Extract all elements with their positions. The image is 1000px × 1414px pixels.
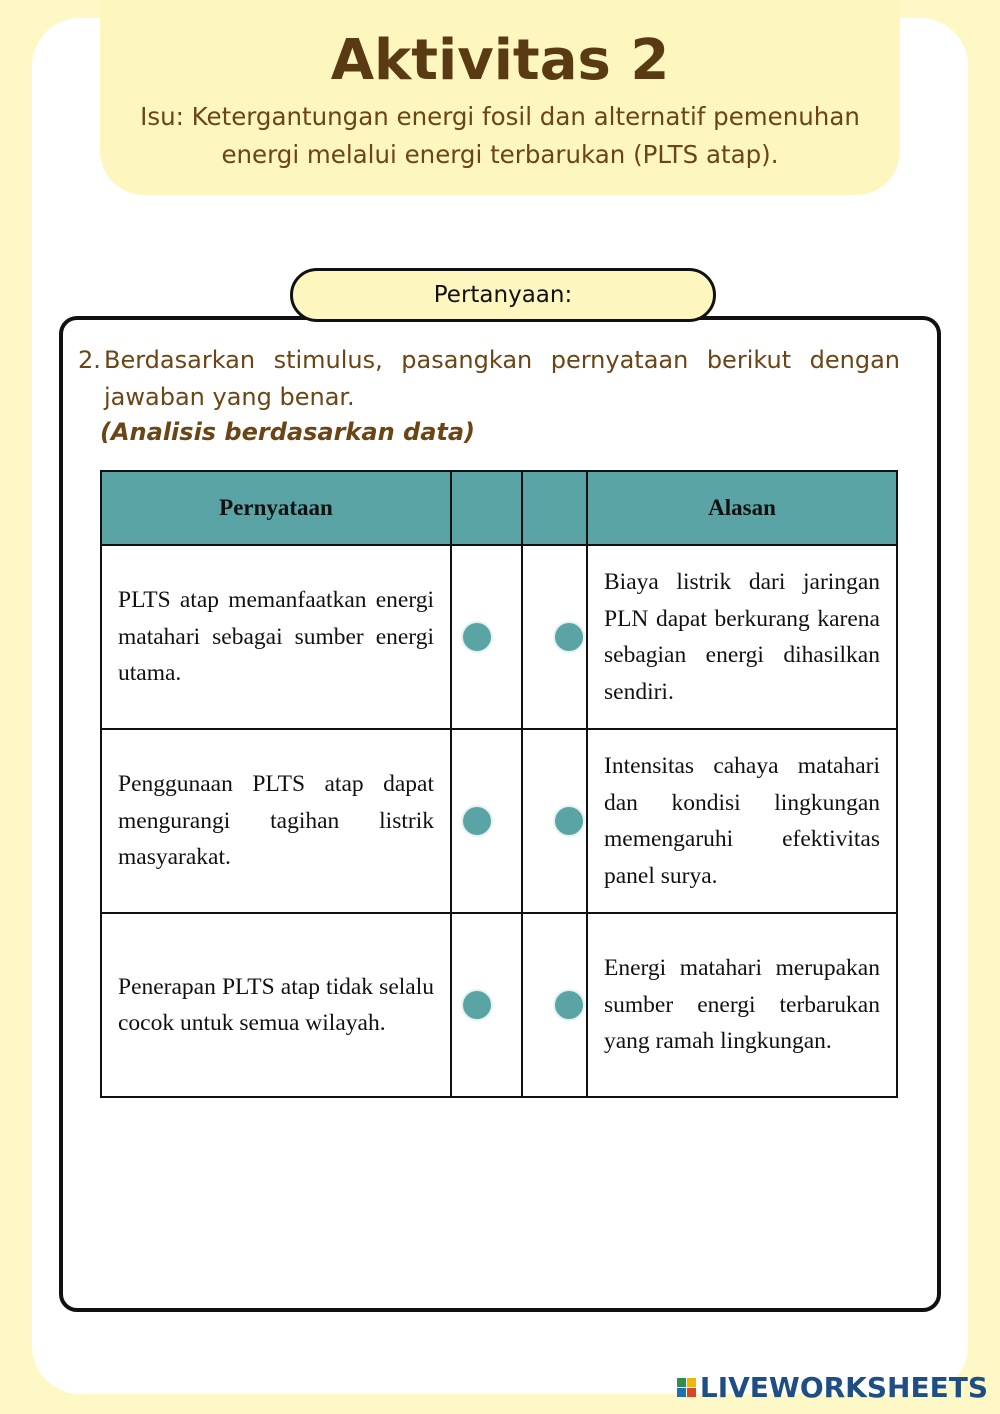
reason-cell bbox=[587, 729, 897, 913]
header-right-dots bbox=[522, 471, 587, 545]
header-pernyataan: Pernyataan bbox=[101, 471, 451, 545]
question-number: 2. bbox=[78, 346, 101, 374]
match-dot-left-3[interactable] bbox=[461, 989, 493, 1021]
matching-table bbox=[100, 470, 898, 1098]
header-left-dots bbox=[451, 471, 522, 545]
reason-cell bbox=[587, 545, 897, 729]
question-label-pill: Pertanyaan: bbox=[290, 268, 716, 322]
page-title: Aktivitas 2 bbox=[330, 28, 670, 93]
liveworksheets-logo-icon bbox=[677, 1378, 696, 1397]
right-dot-cell bbox=[522, 545, 587, 729]
reason-cell bbox=[587, 913, 897, 1097]
left-dot-cell bbox=[451, 545, 522, 729]
right-dot-cell bbox=[522, 729, 587, 913]
statement-cell bbox=[101, 545, 451, 729]
statement-text: Penggunaan PLTS atap dapat mengurangi tagihan listrik masyarakat. bbox=[118, 771, 434, 871]
question bbox=[78, 342, 900, 416]
match-dot-left-1[interactable] bbox=[461, 621, 493, 653]
issue-text: Isu: Ketergantungan energi fosil dan alternatif pemenuhan energi melalui energi terbarukan (PLTS atap). bbox=[140, 102, 860, 169]
left-dot-cell bbox=[451, 913, 522, 1097]
liveworksheets-brand[interactable] bbox=[677, 1371, 988, 1404]
reason-text: Energi matahari merupakan sumber energi terbarukan yang ramah lingkungan. bbox=[604, 955, 880, 1055]
match-dot-right-1[interactable] bbox=[553, 621, 585, 653]
header-banner bbox=[100, 0, 900, 195]
reason-text: Biaya listrik dari jaringan PLN dapat berkurang karena sebagian energi dihasilkan sendiri. bbox=[604, 569, 880, 705]
match-dot-left-2[interactable] bbox=[461, 805, 493, 837]
match-dot-right-2[interactable] bbox=[553, 805, 585, 837]
statement-text: Penerapan PLTS atap tidak selalu cocok untuk semua wilayah. bbox=[118, 973, 434, 1036]
table-row bbox=[101, 545, 897, 729]
right-dot-cell bbox=[522, 913, 587, 1097]
statement-cell bbox=[101, 729, 451, 913]
statement-text: PLTS atap memanfaatkan energi matahari sebagai sumber energi utama. bbox=[118, 587, 434, 687]
reason-text: Intensitas cahaya matahari dan kondisi lingkungan memengaruhi efektivitas panel surya. bbox=[604, 753, 880, 889]
left-dot-cell bbox=[451, 729, 522, 913]
header-alasan: Alasan bbox=[587, 471, 897, 545]
table-row bbox=[101, 729, 897, 913]
match-dot-right-3[interactable] bbox=[553, 989, 585, 1021]
table-row bbox=[101, 913, 897, 1097]
statement-cell bbox=[101, 913, 451, 1097]
brand-text: LIVEWORKSHEETS bbox=[699, 1371, 988, 1404]
question-text: Berdasarkan stimulus, pasangkan pernyataan berikut dengan jawaban yang benar. bbox=[104, 346, 900, 411]
question-hint: (Analisis berdasarkan data) bbox=[100, 418, 476, 446]
table-header-row bbox=[101, 471, 897, 545]
